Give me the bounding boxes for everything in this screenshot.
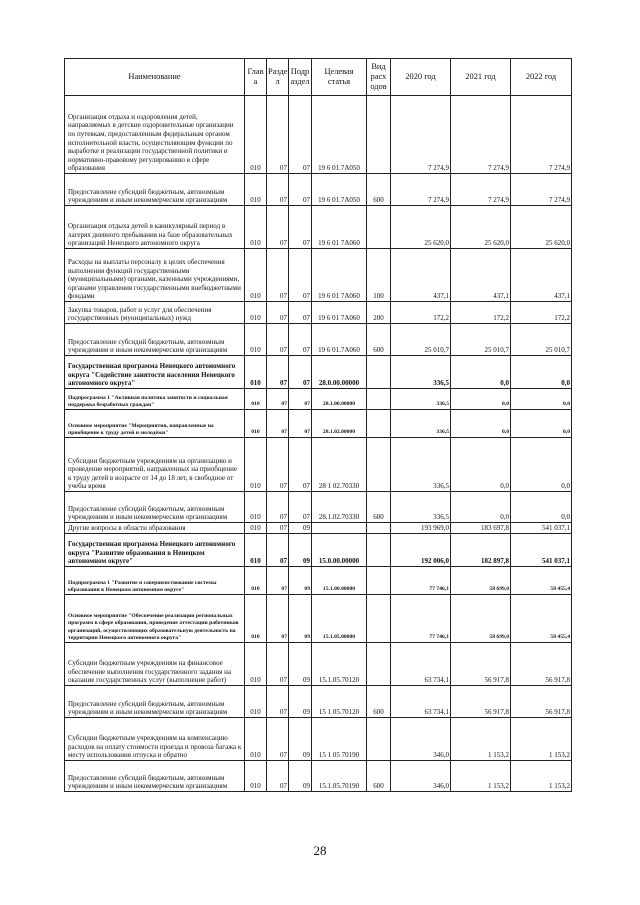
cell-target-article: 19 6 01 7А060 bbox=[312, 249, 367, 302]
cell-name: Закупка товаров, работ и услуг для обеспечения государственных (муниципальных) нужд bbox=[65, 302, 245, 324]
cell-razdel: 07 bbox=[267, 206, 289, 249]
cell-2021: 56 917,8 bbox=[451, 686, 511, 718]
cell-name: Субсидии бюджетным учреждениям на финансовое обеспечение выполнения государственного задания на оказание государственных услуг (выполнение работ) bbox=[65, 643, 245, 686]
cell-2021: 58 699,0 bbox=[451, 567, 511, 595]
cell-glava: 010 bbox=[245, 438, 267, 492]
cell-expense-type bbox=[367, 567, 391, 595]
cell-2022: 541 037,1 bbox=[511, 523, 572, 534]
table-row bbox=[65, 206, 572, 249]
cell-razdel: 07 bbox=[267, 523, 289, 534]
cell-2020: 336,5 bbox=[391, 389, 451, 410]
cell-2020: 63 734,1 bbox=[391, 686, 451, 718]
table-row bbox=[65, 96, 572, 174]
cell-glava: 010 bbox=[245, 686, 267, 718]
budget-table bbox=[64, 58, 572, 792]
header-razdel: Разде л bbox=[267, 59, 289, 96]
cell-glava: 010 bbox=[245, 324, 267, 356]
cell-2022: 0,0 bbox=[511, 438, 572, 492]
cell-name: Предоставление субсидий бюджетным, автономным учреждениям и иным некоммерческим организациям bbox=[65, 761, 245, 792]
cell-2021: 0,0 bbox=[451, 492, 511, 523]
header-name: Наименование bbox=[65, 59, 245, 96]
cell-name: Субсидии бюджетным учреждениям на компенсацию расходов на оплату стоимости проезда и провоза багажа к месту использования отпуска и обратно bbox=[65, 718, 245, 761]
cell-target-article: 19 6 01.7А050 bbox=[312, 96, 367, 174]
cell-2022: 56 917,8 bbox=[511, 643, 572, 686]
cell-expense-type bbox=[367, 389, 391, 410]
cell-2022: 541 037,1 bbox=[511, 534, 572, 567]
cell-expense-type: 600 bbox=[367, 324, 391, 356]
cell-2021: 25 620,0 bbox=[451, 206, 511, 249]
cell-razdel: 07 bbox=[267, 492, 289, 523]
cell-target-article: 15.1.05.70190 bbox=[312, 761, 367, 792]
cell-2021: 0,0 bbox=[451, 389, 511, 410]
cell-2021: 58 699,0 bbox=[451, 595, 511, 643]
table-row bbox=[65, 302, 572, 324]
header-glava: Глав а bbox=[245, 59, 267, 96]
cell-glava: 010 bbox=[245, 523, 267, 534]
cell-name: Расходы на выплаты персоналу в целях обеспечения выполнения функций государственными (муниципальными) органами, казенными учреждениями, органами управления государственными внебюджетными фондами bbox=[65, 249, 245, 302]
cell-2022: 7 274,9 bbox=[511, 174, 572, 206]
cell-podrazdel: 07 bbox=[289, 356, 312, 389]
cell-name: Подпрограмма 1 "Активная политика занятости и социальная поддержка безработных граждан" bbox=[65, 389, 245, 410]
cell-2021: 183 697,8 bbox=[451, 523, 511, 534]
cell-target-article: 19 6 01.7А060 bbox=[312, 324, 367, 356]
cell-expense-type bbox=[367, 643, 391, 686]
cell-podrazdel: 09 bbox=[289, 718, 312, 761]
cell-target-article: 15.0.00.00000 bbox=[312, 534, 367, 567]
header-podrazdel: Подр аздел bbox=[289, 59, 312, 96]
cell-razdel: 07 bbox=[267, 389, 289, 410]
cell-name: Предоставление субсидий бюджетным, автономным учреждениям и иным некоммерческим организациям bbox=[65, 324, 245, 356]
cell-glava: 010 bbox=[245, 718, 267, 761]
cell-razdel: 07 bbox=[267, 567, 289, 595]
table-row bbox=[65, 438, 572, 492]
cell-name: Основное мероприятие "Обеспечение реализации региональных программ в сфере образования, проведение аттестации работников организаций, осуществляющих образовательную деятельность на территории Ненецкого автономного округа" bbox=[65, 595, 245, 643]
table-header-row bbox=[65, 59, 572, 96]
cell-expense-type: 100 bbox=[367, 249, 391, 302]
cell-razdel: 07 bbox=[267, 174, 289, 206]
cell-podrazdel: 07 bbox=[289, 438, 312, 492]
cell-2020: 336,5 bbox=[391, 438, 451, 492]
cell-target-article: 15.1.05.70120 bbox=[312, 643, 367, 686]
cell-name: Предоставление субсидий бюджетным, автономным учреждениям и иным некоммерческим организациям bbox=[65, 492, 245, 523]
cell-expense-type bbox=[367, 534, 391, 567]
cell-podrazdel: 07 bbox=[289, 324, 312, 356]
cell-expense-type bbox=[367, 595, 391, 643]
table-row bbox=[65, 492, 572, 523]
cell-expense-type: 600 bbox=[367, 686, 391, 718]
cell-2020: 346,0 bbox=[391, 761, 451, 792]
table-row bbox=[65, 595, 572, 643]
cell-2021: 7 274,9 bbox=[451, 96, 511, 174]
cell-2020: 25 620,0 bbox=[391, 206, 451, 249]
cell-podrazdel: 09 bbox=[289, 643, 312, 686]
cell-podrazdel: 09 bbox=[289, 595, 312, 643]
cell-2020: 7 274,9 bbox=[391, 96, 451, 174]
header-2020: 2020 год bbox=[391, 59, 451, 96]
cell-target-article: 19 6 01.7А050 bbox=[312, 174, 367, 206]
cell-target-article: 15 1 05 70190 bbox=[312, 718, 367, 761]
table-row bbox=[65, 643, 572, 686]
cell-glava: 010 bbox=[245, 302, 267, 324]
cell-target-article: 28.1.02.00000 bbox=[312, 410, 367, 438]
cell-2021: 56 917,8 bbox=[451, 643, 511, 686]
cell-name: Предоставление субсидий бюджетным, автономным учреждениям и иным некоммерческим организациям bbox=[65, 174, 245, 206]
cell-podrazdel: 07 bbox=[289, 249, 312, 302]
cell-razdel: 07 bbox=[267, 595, 289, 643]
table-row bbox=[65, 174, 572, 206]
cell-target-article: 15.1.00.00000 bbox=[312, 567, 367, 595]
cell-razdel: 07 bbox=[267, 534, 289, 567]
cell-podrazdel: 07 bbox=[289, 492, 312, 523]
cell-razdel: 07 bbox=[267, 249, 289, 302]
header-target-article: Целевая статья bbox=[312, 59, 367, 96]
cell-glava: 010 bbox=[245, 492, 267, 523]
table-row bbox=[65, 523, 572, 534]
cell-2020: 77 746,1 bbox=[391, 595, 451, 643]
cell-glava: 010 bbox=[245, 643, 267, 686]
cell-razdel: 07 bbox=[267, 438, 289, 492]
cell-2020: 336,5 bbox=[391, 410, 451, 438]
cell-podrazdel: 09 bbox=[289, 534, 312, 567]
table-row bbox=[65, 324, 572, 356]
cell-2020: 193 969,0 bbox=[391, 523, 451, 534]
cell-razdel: 07 bbox=[267, 96, 289, 174]
table-row bbox=[65, 356, 572, 389]
cell-glava: 010 bbox=[245, 567, 267, 595]
cell-razdel: 07 bbox=[267, 761, 289, 792]
cell-podrazdel: 09 bbox=[289, 523, 312, 534]
cell-podrazdel: 07 bbox=[289, 96, 312, 174]
table-row bbox=[65, 567, 572, 595]
cell-name: Организация отдыха детей в каникулярный период в лагерях дневного пребывания на базе образовательных организаций Ненецкого автономного округа bbox=[65, 206, 245, 249]
cell-2022: 172,2 bbox=[511, 302, 572, 324]
cell-target-article bbox=[312, 523, 367, 534]
cell-2022: 7 274,9 bbox=[511, 96, 572, 174]
cell-expense-type bbox=[367, 96, 391, 174]
cell-target-article: 28.1.00.00000 bbox=[312, 389, 367, 410]
cell-expense-type bbox=[367, 718, 391, 761]
cell-name: Государственная программа Ненецкого автономного округа "Содействие занятости населения Ненецкого автономного округа" bbox=[65, 356, 245, 389]
table-row bbox=[65, 410, 572, 438]
cell-2021: 0,0 bbox=[451, 410, 511, 438]
cell-podrazdel: 07 bbox=[289, 174, 312, 206]
cell-target-article: 28.0.00.00000 bbox=[312, 356, 367, 389]
cell-razdel: 07 bbox=[267, 643, 289, 686]
cell-2020: 7 274,9 bbox=[391, 174, 451, 206]
table-row bbox=[65, 534, 572, 567]
cell-2020: 192 006,0 bbox=[391, 534, 451, 567]
cell-podrazdel: 07 bbox=[289, 389, 312, 410]
cell-name: Субсидии бюджетным учреждениям на организацию и проведение мероприятий, направленных на приобщение к труду детей в возрасте от 14 до 18 лет, в свободное от учебы время bbox=[65, 438, 245, 492]
cell-2021: 1 153,2 bbox=[451, 761, 511, 792]
cell-2022: 58 455,4 bbox=[511, 567, 572, 595]
table-row bbox=[65, 718, 572, 761]
cell-name: Подпрограмма 1 "Развитие и совершенствование системы образования в Ненецком автономном округе" bbox=[65, 567, 245, 595]
cell-podrazdel: 07 bbox=[289, 410, 312, 438]
cell-expense-type bbox=[367, 438, 391, 492]
cell-name: Основное мероприятие "Мероприятия, направленные на приобщение к труду детей и молодёжи" bbox=[65, 410, 245, 438]
table-row bbox=[65, 249, 572, 302]
cell-2022: 0,0 bbox=[511, 410, 572, 438]
cell-target-article: 19 6 01 7А060 bbox=[312, 302, 367, 324]
cell-glava: 010 bbox=[245, 534, 267, 567]
cell-podrazdel: 09 bbox=[289, 761, 312, 792]
header-2021: 2021 год bbox=[451, 59, 511, 96]
cell-podrazdel: 07 bbox=[289, 206, 312, 249]
cell-2020: 336,5 bbox=[391, 492, 451, 523]
cell-podrazdel: 07 bbox=[289, 302, 312, 324]
cell-glava: 010 bbox=[245, 96, 267, 174]
cell-glava: 010 bbox=[245, 174, 267, 206]
budget-table-sheet bbox=[64, 58, 571, 792]
cell-glava: 010 bbox=[245, 410, 267, 438]
cell-expense-type: 600 bbox=[367, 761, 391, 792]
cell-2022: 1 153,2 bbox=[511, 718, 572, 761]
cell-expense-type: 200 bbox=[367, 302, 391, 324]
cell-expense-type bbox=[367, 356, 391, 389]
table-row bbox=[65, 389, 572, 410]
cell-2022: 56 917,8 bbox=[511, 686, 572, 718]
cell-name: Другие вопросы в области образования bbox=[65, 523, 245, 534]
cell-2020: 77 746,1 bbox=[391, 567, 451, 595]
cell-2020: 25 010,7 bbox=[391, 324, 451, 356]
cell-razdel: 07 bbox=[267, 686, 289, 718]
cell-2020: 336,5 bbox=[391, 356, 451, 389]
cell-name: Государственная программа Ненецкого автономного округа "Развитие образования в Ненецком автономном округе" bbox=[65, 534, 245, 567]
cell-2020: 172,2 bbox=[391, 302, 451, 324]
cell-2020: 437,1 bbox=[391, 249, 451, 302]
cell-podrazdel: 09 bbox=[289, 567, 312, 595]
cell-2021: 7 274,9 bbox=[451, 174, 511, 206]
cell-glava: 010 bbox=[245, 249, 267, 302]
cell-expense-type: 600 bbox=[367, 492, 391, 523]
cell-razdel: 07 bbox=[267, 410, 289, 438]
table-row bbox=[65, 686, 572, 718]
cell-glava: 010 bbox=[245, 595, 267, 643]
cell-expense-type: 600 bbox=[367, 174, 391, 206]
cell-2022: 58 455,4 bbox=[511, 595, 572, 643]
cell-2022: 0,0 bbox=[511, 356, 572, 389]
header-expense-type: Вид расх одов bbox=[367, 59, 391, 96]
cell-glava: 010 bbox=[245, 389, 267, 410]
cell-target-article: 15 1 05.70120 bbox=[312, 686, 367, 718]
cell-glava: 010 bbox=[245, 206, 267, 249]
table-row bbox=[65, 761, 572, 792]
cell-razdel: 07 bbox=[267, 356, 289, 389]
cell-target-article: 28.1.02.70330 bbox=[312, 492, 367, 523]
cell-2020: 346,0 bbox=[391, 718, 451, 761]
cell-2022: 437,1 bbox=[511, 249, 572, 302]
cell-2021: 25 010,7 bbox=[451, 324, 511, 356]
cell-razdel: 07 bbox=[267, 718, 289, 761]
cell-podrazdel: 09 bbox=[289, 686, 312, 718]
cell-razdel: 07 bbox=[267, 302, 289, 324]
header-2022: 2022 год bbox=[511, 59, 572, 96]
cell-2021: 0,0 bbox=[451, 438, 511, 492]
cell-glava: 010 bbox=[245, 761, 267, 792]
cell-glava: 010 bbox=[245, 356, 267, 389]
cell-2021: 182 897,8 bbox=[451, 534, 511, 567]
page-number: 28 bbox=[313, 843, 327, 858]
cell-2022: 25 010,7 bbox=[511, 324, 572, 356]
cell-2022: 0,0 bbox=[511, 389, 572, 410]
cell-name: Организация отдыха и оздоровления детей, направляемых в детские оздоровительные организации по путевкам, предоставленным федеральным органом исполнительной власти, осуществляющим функции по выработке и реализации государственной политики и нормативно-правовому регулированию в сфере образования bbox=[65, 96, 245, 174]
cell-2022: 25 620,0 bbox=[511, 206, 572, 249]
cell-expense-type bbox=[367, 523, 391, 534]
cell-2022: 0,0 bbox=[511, 492, 572, 523]
cell-2021: 1 153,2 bbox=[451, 718, 511, 761]
cell-2022: 1 153,2 bbox=[511, 761, 572, 792]
cell-expense-type bbox=[367, 206, 391, 249]
cell-expense-type bbox=[367, 410, 391, 438]
cell-2020: 63 734,1 bbox=[391, 643, 451, 686]
cell-2021: 437,1 bbox=[451, 249, 511, 302]
cell-2021: 172,2 bbox=[451, 302, 511, 324]
cell-target-article: 15.1.05.00000 bbox=[312, 595, 367, 643]
cell-target-article: 19 6 01 7А060 bbox=[312, 206, 367, 249]
table-body bbox=[65, 96, 572, 792]
cell-name: Предоставление субсидий бюджетным, автономным учреждениям и иным некоммерческим организациям bbox=[65, 686, 245, 718]
cell-razdel: 07 bbox=[267, 324, 289, 356]
cell-target-article: 28 1 02.70330 bbox=[312, 438, 367, 492]
cell-2021: 0,0 bbox=[451, 356, 511, 389]
